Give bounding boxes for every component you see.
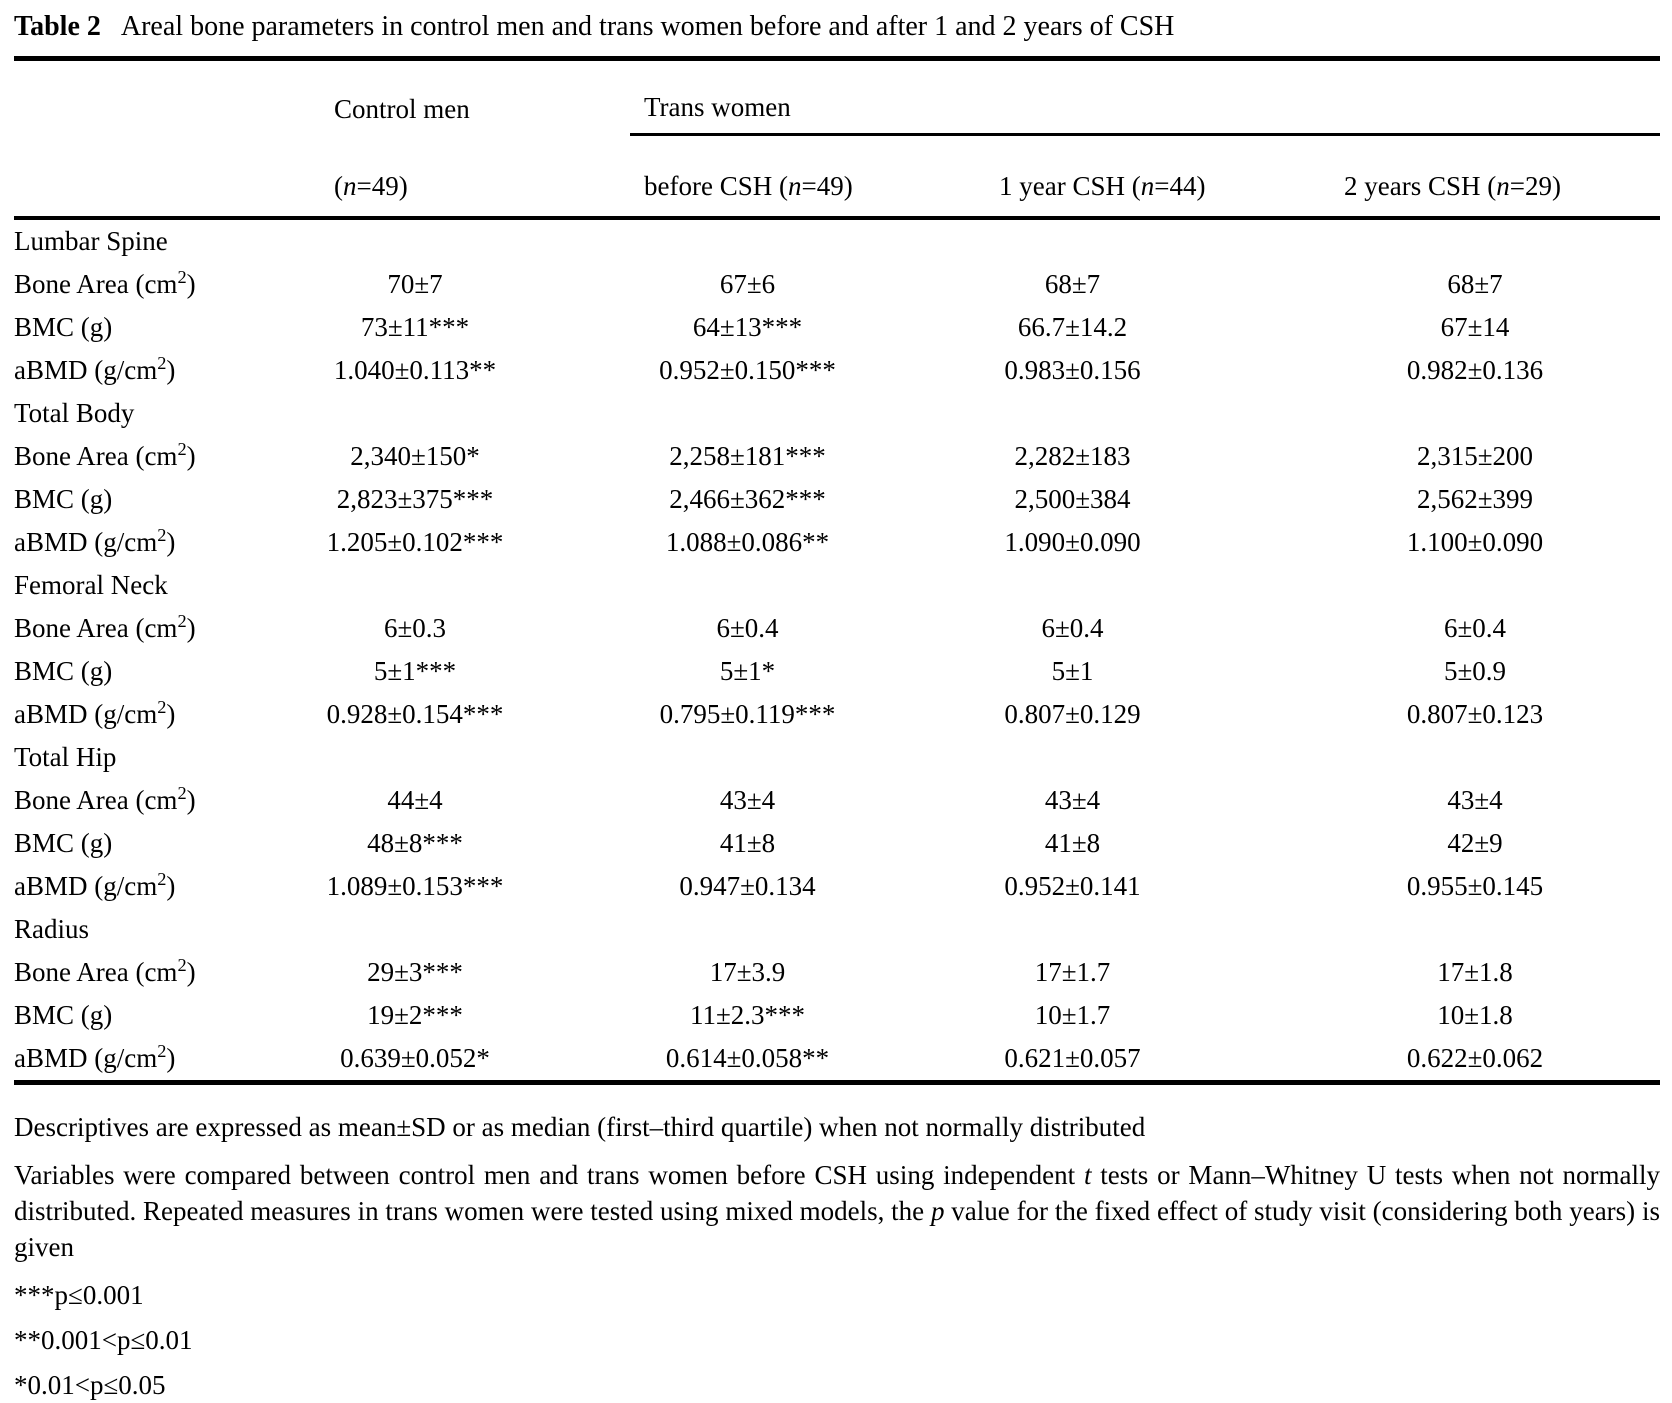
table-row: [14, 951, 1660, 994]
bone-parameters-table: [14, 56, 1660, 1085]
data-cell: 0.947±0.134: [679, 871, 816, 901]
table-row: [14, 994, 1660, 1037]
row-label: BMC (g): [14, 828, 113, 858]
empty-cell: [1330, 392, 1660, 435]
data-cell: 0.621±0.057: [1004, 1043, 1141, 1073]
data-cell: 6±0.4: [1041, 613, 1104, 643]
table-row: [14, 521, 1660, 564]
superscript-two: 2: [157, 1041, 167, 1061]
table-row: [14, 435, 1660, 478]
column-subheader-before-csh: before CSH (n=49): [630, 135, 985, 219]
empty-cell: [630, 908, 985, 951]
data-cell: 1.088±0.086**: [665, 527, 830, 557]
table-row: [14, 822, 1660, 865]
table-title-text: Areal bone parameters in control men and trans women before and after 1 and 2 years of CSH: [120, 11, 1175, 42]
data-cell: 0.622±0.062: [1406, 1043, 1544, 1073]
data-cell: 67±14: [1440, 312, 1510, 342]
data-cell: 2,562±399: [1416, 484, 1534, 514]
data-cell: 43±4: [1447, 785, 1503, 815]
data-cell: 41±8: [1044, 828, 1101, 858]
data-cell: 0.928±0.154***: [326, 699, 504, 729]
table-row: [14, 779, 1660, 822]
data-cell: 1.090±0.090: [1004, 527, 1141, 557]
table-caption: [14, 10, 1660, 44]
section-label: Total Hip: [14, 742, 117, 772]
data-cell: 0.639±0.052*: [340, 1043, 490, 1073]
data-cell: 2,500±384: [1014, 484, 1131, 514]
superscript-two: 2: [177, 783, 187, 803]
empty-cell: [630, 218, 985, 263]
data-cell: 0.952±0.150***: [659, 355, 836, 385]
table-row: [14, 263, 1660, 306]
empty-cell: [985, 392, 1330, 435]
data-cell: 6±0.4: [716, 613, 779, 643]
footnote-sig-three-stars: ***p≤0.001: [14, 1280, 144, 1310]
superscript-two: 2: [157, 869, 167, 889]
data-cell: 43±4: [719, 785, 776, 815]
data-cell: 10±1.8: [1437, 1000, 1513, 1030]
data-cell: 2,258±181***: [669, 441, 826, 471]
data-cell: 2,340±150*: [350, 441, 480, 471]
data-cell: 11±2.3***: [689, 1000, 806, 1030]
data-cell: 2,282±183: [1014, 441, 1131, 471]
data-cell: 43±4: [1044, 785, 1101, 815]
table-row: [14, 607, 1660, 650]
section-row: [14, 218, 1660, 263]
column-header-trans-women: Trans women: [630, 59, 1660, 135]
section-label: Total Body: [14, 398, 135, 428]
table-footnotes: [14, 1109, 1660, 1403]
column-header-control-men: Control men: [334, 93, 470, 124]
data-cell: 70±7: [387, 269, 443, 299]
superscript-two: 2: [177, 267, 187, 287]
empty-cell: [320, 908, 630, 951]
data-cell: 29±3***: [367, 957, 463, 987]
data-cell: 2,315±200: [1416, 441, 1534, 471]
table-row: [14, 1037, 1660, 1083]
header-empty-cell: [14, 59, 320, 135]
data-cell: 2,823±375***: [336, 484, 494, 514]
superscript-two: 2: [157, 697, 167, 717]
data-cell: 1.205±0.102***: [326, 527, 504, 557]
row-label: BMC (g): [14, 1000, 113, 1030]
data-cell: 0.982±0.136: [1406, 355, 1544, 385]
data-cell: 17±1.8: [1437, 957, 1513, 987]
superscript-two: 2: [177, 611, 187, 631]
footnote-sig-two-stars: **0.001<p≤0.01: [14, 1325, 193, 1355]
empty-cell: [630, 736, 985, 779]
section-label: Radius: [14, 914, 90, 944]
table-header: [14, 59, 1660, 219]
data-cell: 10±1.7: [1034, 1000, 1111, 1030]
row-label: aBMD $(g/cm^2)$: [14, 697, 176, 729]
row-label: Bone Area $(cm^2)$: [14, 267, 196, 299]
data-cell: 0.614±0.058**: [665, 1043, 830, 1073]
empty-cell: [630, 564, 985, 607]
footnote-methods: Variables were compared between control men and trans women before CSH using independent t tests or Mann–Whitney U tests when not normally distributed. Repeated measures in trans women were tested using mixed models, the p value for the fixed effect of study visit (considering both years) is given: [14, 1160, 1660, 1262]
data-cell: 5±1***: [373, 656, 457, 686]
table-row: [14, 650, 1660, 693]
section-row: [14, 908, 1660, 951]
row-label: Bone Area $(cm^2)$: [14, 439, 196, 471]
table-number: Table 2: [14, 11, 101, 42]
empty-cell: [630, 392, 985, 435]
data-cell: 64±13***: [692, 312, 803, 342]
data-cell: 17±3.9: [709, 957, 786, 987]
empty-cell: [985, 736, 1330, 779]
section-row: [14, 392, 1660, 435]
column-subheader-control-n: (n=49): [320, 135, 630, 219]
section-label: Lumbar Spine: [14, 226, 168, 256]
table-row: [14, 865, 1660, 908]
row-label: Bone Area $(cm^2)$: [14, 783, 196, 815]
data-cell: 17±1.7: [1034, 957, 1111, 987]
section-label: Femoral Neck: [14, 570, 168, 600]
data-cell: 48±8***: [367, 828, 463, 858]
data-cell: 0.983±0.156: [1004, 355, 1141, 385]
empty-cell: [320, 392, 630, 435]
header-empty-cell: [14, 135, 320, 219]
row-label: BMC (g): [14, 484, 113, 514]
data-cell: 0.952±0.141: [1004, 871, 1141, 901]
header-group-row: [14, 59, 1660, 135]
superscript-two: 2: [157, 353, 167, 373]
data-cell: 1.089±0.153***: [326, 871, 504, 901]
table-row: [14, 478, 1660, 521]
empty-cell: [320, 218, 630, 263]
footnote-sig-one-star: *0.01<p≤0.05: [14, 1370, 166, 1400]
data-cell: 44±4: [387, 785, 443, 815]
superscript-two: 2: [177, 955, 187, 975]
empty-cell: [320, 736, 630, 779]
empty-cell: [1330, 736, 1660, 779]
data-cell: 41±8: [719, 828, 776, 858]
data-cell: 67±6: [719, 269, 776, 299]
data-cell: 0.807±0.129: [1004, 699, 1141, 729]
row-label: Bone Area $(cm^2)$: [14, 955, 196, 987]
column-subheader-1-year-csh: 1 year CSH (n=44): [985, 135, 1330, 219]
data-cell: 5±1*: [719, 656, 776, 686]
empty-cell: [1330, 218, 1660, 263]
header-sub-row: [14, 135, 1660, 219]
empty-cell: [1330, 564, 1660, 607]
data-cell: 19±2***: [367, 1000, 463, 1030]
data-cell: 68±7: [1044, 269, 1101, 299]
section-row: [14, 736, 1660, 779]
data-cell: 73±11***: [360, 312, 470, 342]
data-cell: 6±0.3: [383, 613, 447, 643]
superscript-two: 2: [177, 439, 187, 459]
empty-cell: [1330, 908, 1660, 951]
data-cell: 0.795±0.119***: [659, 699, 836, 729]
empty-cell: [320, 564, 630, 607]
empty-cell: [985, 218, 1330, 263]
row-label: aBMD $(g/cm^2)$: [14, 525, 176, 557]
row-label: aBMD $(g/cm^2)$: [14, 353, 176, 385]
data-cell: 0.955±0.145: [1406, 871, 1544, 901]
row-label: Bone Area $(cm^2)$: [14, 611, 196, 643]
data-cell: 5±0.9: [1443, 656, 1507, 686]
row-label: aBMD $(g/cm^2)$: [14, 869, 176, 901]
empty-cell: [985, 564, 1330, 607]
column-subheader-2-years-csh: 2 years CSH (n=29): [1330, 135, 1660, 219]
data-cell: 42±9: [1447, 828, 1503, 858]
data-cell: 5±1: [1051, 656, 1094, 686]
data-cell: 1.100±0.090: [1406, 527, 1544, 557]
empty-cell: [985, 908, 1330, 951]
table-row: [14, 349, 1660, 392]
table-body: [14, 218, 1660, 1083]
table-row: [14, 306, 1660, 349]
data-cell: 2,466±362***: [669, 484, 826, 514]
data-cell: 0.807±0.123: [1406, 699, 1544, 729]
section-row: [14, 564, 1660, 607]
footnote-descriptives: Descriptives are expressed as mean±SD or as median (first–third quartile) when not normally distributed: [14, 1112, 1146, 1142]
data-cell: 66.7±14.2: [1017, 312, 1128, 342]
row-label: aBMD $(g/cm^2)$: [14, 1041, 176, 1073]
row-label: BMC (g): [14, 656, 113, 686]
superscript-two: 2: [157, 525, 167, 545]
table-row: [14, 693, 1660, 736]
data-cell: 6±0.4: [1443, 613, 1507, 643]
row-label: BMC (g): [14, 312, 113, 342]
data-cell: 68±7: [1447, 269, 1503, 299]
data-cell: 1.040±0.113**: [333, 355, 497, 385]
